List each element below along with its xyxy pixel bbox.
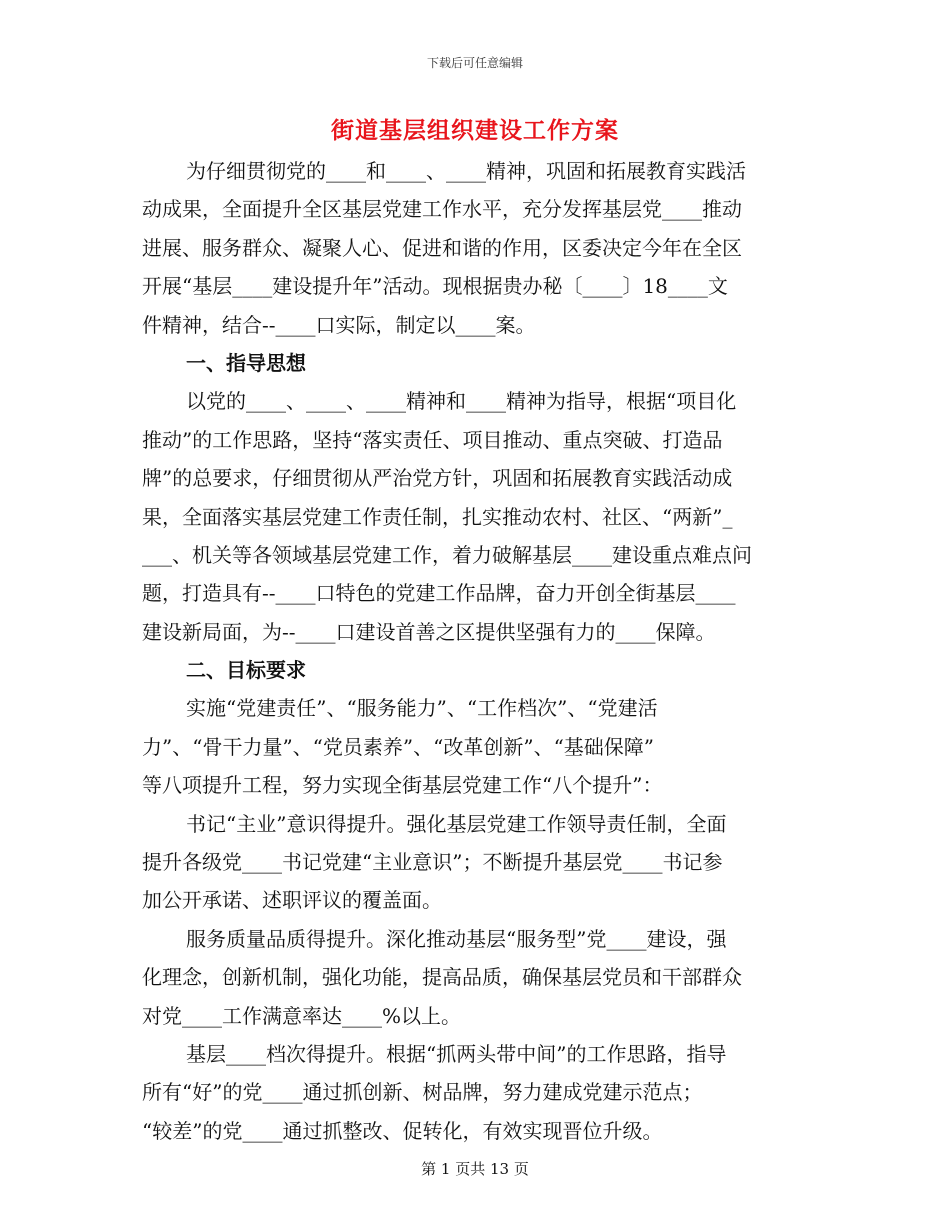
body-line: 牌”的总要求，仔细贯彻从严治党方针，巩固和拓展教育实践活动成 — [142, 466, 733, 491]
body-line: 书记“主业”意识得提升。强化基层党建工作领导责任制，全面 — [186, 811, 727, 836]
body-line: 以党的____、____、____精神和____精神为指导，根据“项目化 — [186, 389, 737, 414]
body-line: ___、机关等各领域基层党建工作，着力破解基层____建设重点难点问 — [142, 542, 752, 567]
document-title: 街道基层组织建设工作方案 — [331, 117, 619, 144]
section-heading: 二、目标要求 — [186, 658, 306, 683]
body-line: 动成果，全面提升全区基层党建工作水平，充分发挥基层党____推动 — [142, 197, 742, 222]
body-line: 为仔细贯彻党的____和____、____精神，巩固和拓展教育实践活 — [186, 159, 746, 183]
section-heading: 一、指导思想 — [186, 350, 306, 375]
body-line: 对党____工作满意率达____%以上。 — [142, 1003, 462, 1028]
body-line: “较差”的党____通过抓整改、促转化，有效实现晋位升级。 — [142, 1118, 663, 1143]
body-line: 基层____档次得提升。根据“抓两头带中间”的工作思路，指导 — [186, 1041, 727, 1066]
body-line: 化理念，创新机制，强化功能，提高品质，确保基层党员和干部群众 — [142, 965, 742, 990]
body-line: 进展、服务群众、凝聚人心、促进和谐的作用，区委决定今年在全区 — [142, 235, 742, 260]
body-line: 实施“党建责任”、“服务能力”、“工作档次”、“党建活 — [186, 696, 658, 721]
body-line: 提升各级党____书记党建“主业意识”；不断提升基层党____书记参 — [142, 850, 723, 875]
body-line: 开展“基层____建设提升年”活动。现根据贵办秘〔____〕18____文 — [142, 274, 728, 299]
document-body — [142, 152, 814, 1150]
body-line: 服务质量品质得提升。深化推动基层“服务型”党____建设，强 — [186, 926, 727, 951]
body-line: 力”、“骨干力量”、“党员素养”、“改革创新”、“基础保障” — [142, 734, 655, 759]
page-number: 第 1 页共 13 页 — [421, 1160, 529, 1178]
body-line: 建设新局面，为--____口建设首善之区提供坚强有力的____保障。 — [142, 619, 716, 644]
body-line: 果，全面落实基层党建工作责任制，扎实推动农村、社区、“两新”_ — [142, 504, 733, 529]
body-line: 件精神，结合--____口实际，制定以____案。 — [142, 312, 536, 337]
body-line: 题，打造具有--____口特色的党建工作品牌，奋力开创全街基层____ — [142, 581, 736, 606]
body-line: 推动”的工作思路，坚持“落实责任、项目推动、重点突破、打造品 — [142, 427, 723, 452]
body-line: 所有“好”的党____通过抓创新、树品牌，努力建成党建示范点； — [142, 1080, 703, 1105]
page-header-note: 下载后可任意编辑 — [426, 56, 523, 70]
body-line: 等八项提升工程，努力实现全街基层党建工作“八个提升”： — [142, 773, 663, 798]
body-line: 加公开承诺、述职评议的覆盖面。 — [142, 888, 442, 913]
